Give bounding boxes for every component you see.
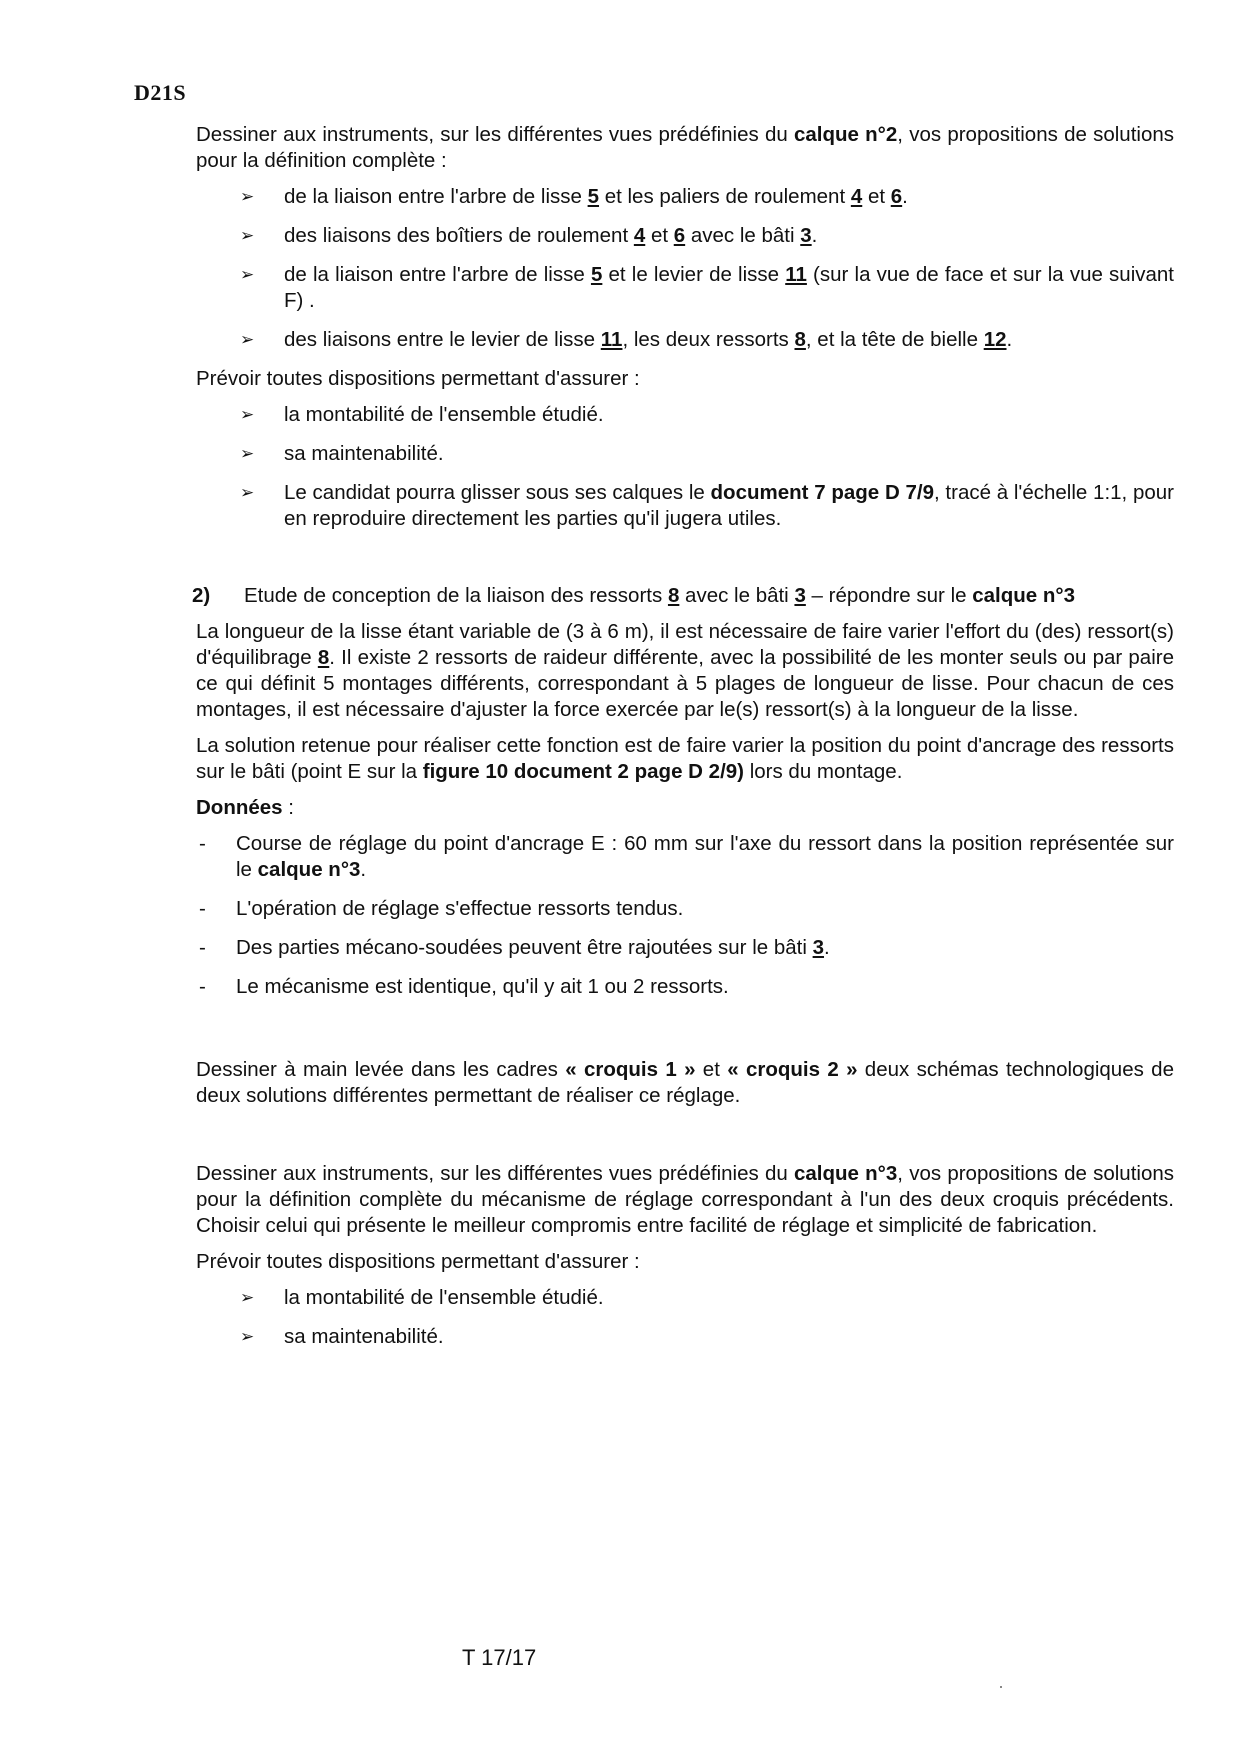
- figure-ref: figure 10 document 2 page D 2/9): [422, 760, 744, 783]
- arrow-bullet-icon: ➢: [240, 483, 255, 503]
- list-item: ➢ la montabilité de l'ensemble étudié.: [240, 403, 604, 426]
- list-item: ➢ sa maintenabilité.: [240, 1325, 444, 1348]
- part-number: 4: [850, 185, 863, 208]
- section-heading: 2) Etude de conception de la liaison des ressorts 8 avec le bâti 3 – répondre sur le calque n°3: [192, 584, 1075, 607]
- arrow-bullet-icon: ➢: [240, 1327, 255, 1347]
- list-item: - Le mécanisme est identique, qu'il y ait 1 ou 2 ressorts.: [199, 975, 729, 998]
- liaison-list: [196, 184, 1174, 353]
- arrow-bullet-icon: ➢: [240, 265, 255, 285]
- part-number: 3: [794, 584, 806, 607]
- list-item: ➢ Le candidat pourra glisser sous ses calques le document 7 page D 7/9, tracé à l'échelle 1:1, pour en reproduire directement les parties qu'il jugera utiles.: [240, 481, 1174, 530]
- content-body: [192, 122, 1174, 1363]
- calque3-paragraph: Dessiner aux instruments, sur les différentes vues prédéfinies du calque n°3, vos propositions de solutions pour la définition complète du mécanisme de réglage correspondant à l'un des deux croquis précédents. Choisir celui qui présente le meilleur compromis entre facilité de réglage et simplicité de fabrication.: [196, 1162, 1174, 1237]
- croquis-paragraph: Dessiner à main levée dans les cadres « croquis 1 » et « croquis 2 » deux schémas technologiques de deux solutions différentes permettant de réaliser ce réglage.: [196, 1058, 1174, 1107]
- calque-ref: calque n°2: [793, 123, 898, 146]
- arrow-bullet-icon: ➢: [240, 444, 255, 464]
- scan-speck: [1000, 1686, 1002, 1688]
- list-item: ➢ la montabilité de l'ensemble étudié.: [240, 1286, 604, 1309]
- croquis-ref: « croquis 2 »: [727, 1058, 858, 1081]
- part-number: 12: [983, 328, 1007, 351]
- dash-bullet: -: [199, 832, 206, 855]
- list-item: ➢ des liaisons entre le levier de lisse 11, les deux ressorts 8, et la tête de bielle 12.: [240, 328, 1013, 351]
- part-number: 5: [590, 263, 603, 286]
- calque-ref: calque n°3: [257, 858, 361, 881]
- part-number: 11: [600, 328, 623, 351]
- list-item: - Des parties mécano-soudées peuvent être rajoutées sur le bâti 3.: [199, 936, 830, 959]
- list-item: ➢ sa maintenabilité.: [240, 442, 444, 465]
- arrow-bullet-icon: ➢: [240, 1288, 255, 1308]
- text: Dessiner aux instruments, sur les différentes vues prédéfinies du: [196, 123, 794, 146]
- intro-paragraph: [196, 122, 1174, 174]
- requirements-list: [196, 402, 1174, 532]
- prevoir-heading: Prévoir toutes dispositions permettant d'assurer :: [196, 367, 640, 390]
- solution-paragraph: La solution retenue pour réaliser cette fonction est de faire varier la position du point d'ancrage des ressorts sur le bâti (point E sur la figure 10 document 2 page D 2/9) lors du montage.: [196, 734, 1174, 783]
- part-number: 6: [890, 185, 903, 208]
- arrow-bullet-icon: ➢: [240, 226, 255, 246]
- dash-bullet: -: [199, 897, 206, 920]
- dash-bullet: -: [199, 936, 206, 959]
- part-number: 3: [800, 224, 812, 247]
- text: , vos propositions de solutions pour la définition complète :: [196, 123, 1174, 172]
- part-number: 3: [812, 936, 825, 959]
- croquis-ref: « croquis 1 »: [565, 1058, 696, 1081]
- part-number: 5: [587, 185, 600, 208]
- list-item: ➢ des liaisons des boîtiers de roulement 4 et 6 avec le bâti 3.: [240, 224, 818, 247]
- list-item: - L'opération de réglage s'effectue ressorts tendus.: [199, 897, 684, 920]
- part-number: 8: [667, 584, 680, 607]
- donnees-list: [196, 831, 1174, 1000]
- list-item: - Course de réglage du point d'ancrage E : 60 mm sur l'axe du ressort dans la position représentée sur le calque n°3.: [199, 832, 1174, 881]
- section-number: 2): [192, 584, 211, 607]
- page-number: T 17/17: [462, 1645, 537, 1670]
- list-item: ➢ de la liaison entre l'arbre de lisse 5 et les paliers de roulement 4 et 6.: [240, 185, 908, 208]
- dash-bullet: -: [199, 975, 206, 998]
- donnees-heading: Données :: [196, 796, 294, 819]
- part-number: 6: [673, 224, 686, 247]
- prevoir-heading-2: Prévoir toutes dispositions permettant d'assurer :: [196, 1250, 640, 1273]
- document-ref: document 7 page D 7/9: [710, 481, 934, 504]
- part-number: 8: [794, 328, 806, 351]
- arrow-bullet-icon: ➢: [240, 330, 255, 350]
- arrow-bullet-icon: ➢: [240, 405, 255, 425]
- document-code: D21S: [134, 80, 187, 105]
- calque-ref: calque n°3: [793, 1162, 898, 1185]
- part-number: 4: [633, 224, 646, 247]
- arrow-bullet-icon: ➢: [240, 187, 255, 207]
- part-number: 8: [317, 646, 330, 669]
- calque-ref: calque n°3: [972, 584, 1075, 607]
- list-item: ➢ de la liaison entre l'arbre de lisse 5 et le levier de lisse 11 (sur la vue de face et sur la vue suivant F) .: [240, 263, 1174, 312]
- longueur-paragraph: La longueur de la lisse étant variable de (3 à 6 m), il est nécessaire de faire varier l'effort du (des) ressort(s) d'équilibrage 8. Il existe 2 ressorts de raideur différente, avec la possibilité de les monter seuls ou par paire ce qui définit 5 montages différents, correspondant à 5 plages de longueur de lisse. Pour chacun de ces montages, il est nécessaire d'ajuster la force exercée par le(s) ressort(s) à la longueur de la lisse.: [196, 620, 1174, 721]
- requirements-list-2: [196, 1285, 1174, 1350]
- part-number: 11: [785, 263, 807, 286]
